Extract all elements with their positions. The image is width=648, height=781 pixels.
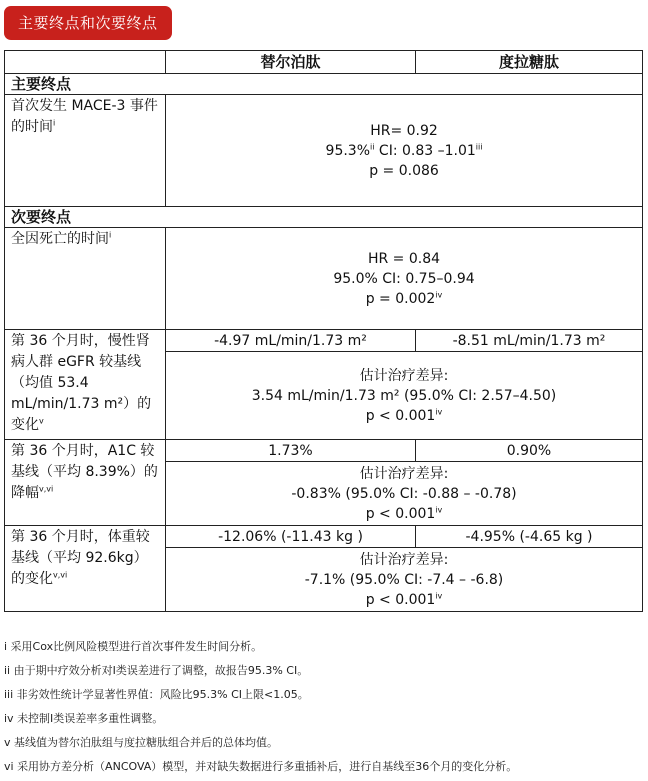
a1c-diff-label: 估计治疗差异: xyxy=(359,465,449,482)
table-header-row xyxy=(5,51,643,74)
mace-ci: 95.3%$^{ii}$ CI: 0.83 –1.01$^{iii}$ xyxy=(325,141,483,159)
egfr-p: $p < 0.001^{iv}$ xyxy=(365,406,443,424)
primary-section-row xyxy=(5,74,643,95)
table-row xyxy=(5,95,643,207)
section-tag: 主要终点和次要终点 xyxy=(4,6,172,40)
a1c-diff xyxy=(166,462,643,526)
mace-p: p = 0.086 xyxy=(369,162,439,179)
mace-result xyxy=(166,95,643,207)
primary-section-label: 主要终点 xyxy=(5,74,643,95)
footnote: iv 未控制I类误差率多重性调整。 xyxy=(4,712,164,725)
header-tirzepatide: 替尔泊肽 xyxy=(166,51,416,74)
a1c-diff-value: -0.83% (95.0% CI: -0.88 – -0.78) xyxy=(291,485,517,502)
egfr-tirzepatide: -4.97 mL/min/1.73 m² xyxy=(166,330,416,352)
weight-diff xyxy=(166,548,643,612)
row-label-a1c: 第 36 个月时，A1C 较基线（平均 8.39%）的降幅$^{v,vi}$ xyxy=(5,440,166,526)
a1c-dulaglutide: 0.90% xyxy=(416,440,643,462)
weight-dulaglutide: -4.95% (-4.65 kg ) xyxy=(416,526,643,548)
footnote: iii 非劣效性统计学显著性界值：风险比95.3% CI上限<1.05。 xyxy=(4,688,309,701)
mace-hr: HR= 0.92 xyxy=(370,122,438,139)
secondary-section-row xyxy=(5,207,643,228)
egfr-diff-value: 3.54 mL/min/1.73 m² (95.0% CI: 2.57–4.50) xyxy=(251,387,557,404)
endpoints-table xyxy=(4,50,643,612)
header-empty xyxy=(5,51,166,74)
row-label-death: 全因死亡的时间$^i$ xyxy=(5,228,166,330)
weight-p: $p < 0.001^{iv}$ xyxy=(365,590,443,608)
secondary-section-label: 次要终点 xyxy=(5,207,643,228)
death-result xyxy=(166,228,643,330)
row-label-egfr: 第 36 个月时，慢性肾病人群 eGFR 较基线（均值 53.4 mL/min/1.73 m²）的变化$^v$ xyxy=(5,330,166,440)
table-row xyxy=(5,440,643,462)
footnote: ii 由于期中疗效分析对I类误差进行了调整，故报告95.3% CI。 xyxy=(4,664,309,677)
row-label-weight: 第 36 个月时，体重较基线（平均 92.6kg）的变化$^{v,vi}$ xyxy=(5,526,166,612)
a1c-tirzepatide: 1.73% xyxy=(166,440,416,462)
header-dulaglutide: 度拉糖肽 xyxy=(416,51,643,74)
weight-diff-value: -7.1% (95.0% CI: -7.4 – -6.8) xyxy=(304,571,504,588)
row-label-mace: 首次发生 MACE-3 事件的时间$^i$ xyxy=(5,95,166,207)
table-row xyxy=(5,330,643,352)
footnote: i 采用Cox比例风险模型进行首次事件发生时间分析。 xyxy=(4,640,263,653)
egfr-dulaglutide: -8.51 mL/min/1.73 m² xyxy=(416,330,643,352)
death-ci: 95.0% CI: 0.75–0.94 xyxy=(333,270,475,287)
egfr-diff xyxy=(166,352,643,440)
weight-tirzepatide: -12.06% (-11.43 kg ) xyxy=(166,526,416,548)
death-p: $p = 0.002^{iv}$ xyxy=(365,289,443,307)
death-hr: HR = 0.84 xyxy=(367,250,441,267)
egfr-diff-label: 估计治疗差异: xyxy=(359,367,449,384)
table-row xyxy=(5,228,643,330)
table-row xyxy=(5,526,643,548)
footnote: vi 采用协方差分析（ANCOVA）模型，并对缺失数据进行多重插补后，进行自基线至36个月的变化分析。 xyxy=(4,760,518,773)
weight-diff-label: 估计治疗差异: xyxy=(359,551,449,568)
footnote: v 基线值为替尔泊肽组与度拉糖肽组合并后的总体均值。 xyxy=(4,736,279,749)
a1c-p: $p < 0.001^{iv}$ xyxy=(365,504,443,522)
